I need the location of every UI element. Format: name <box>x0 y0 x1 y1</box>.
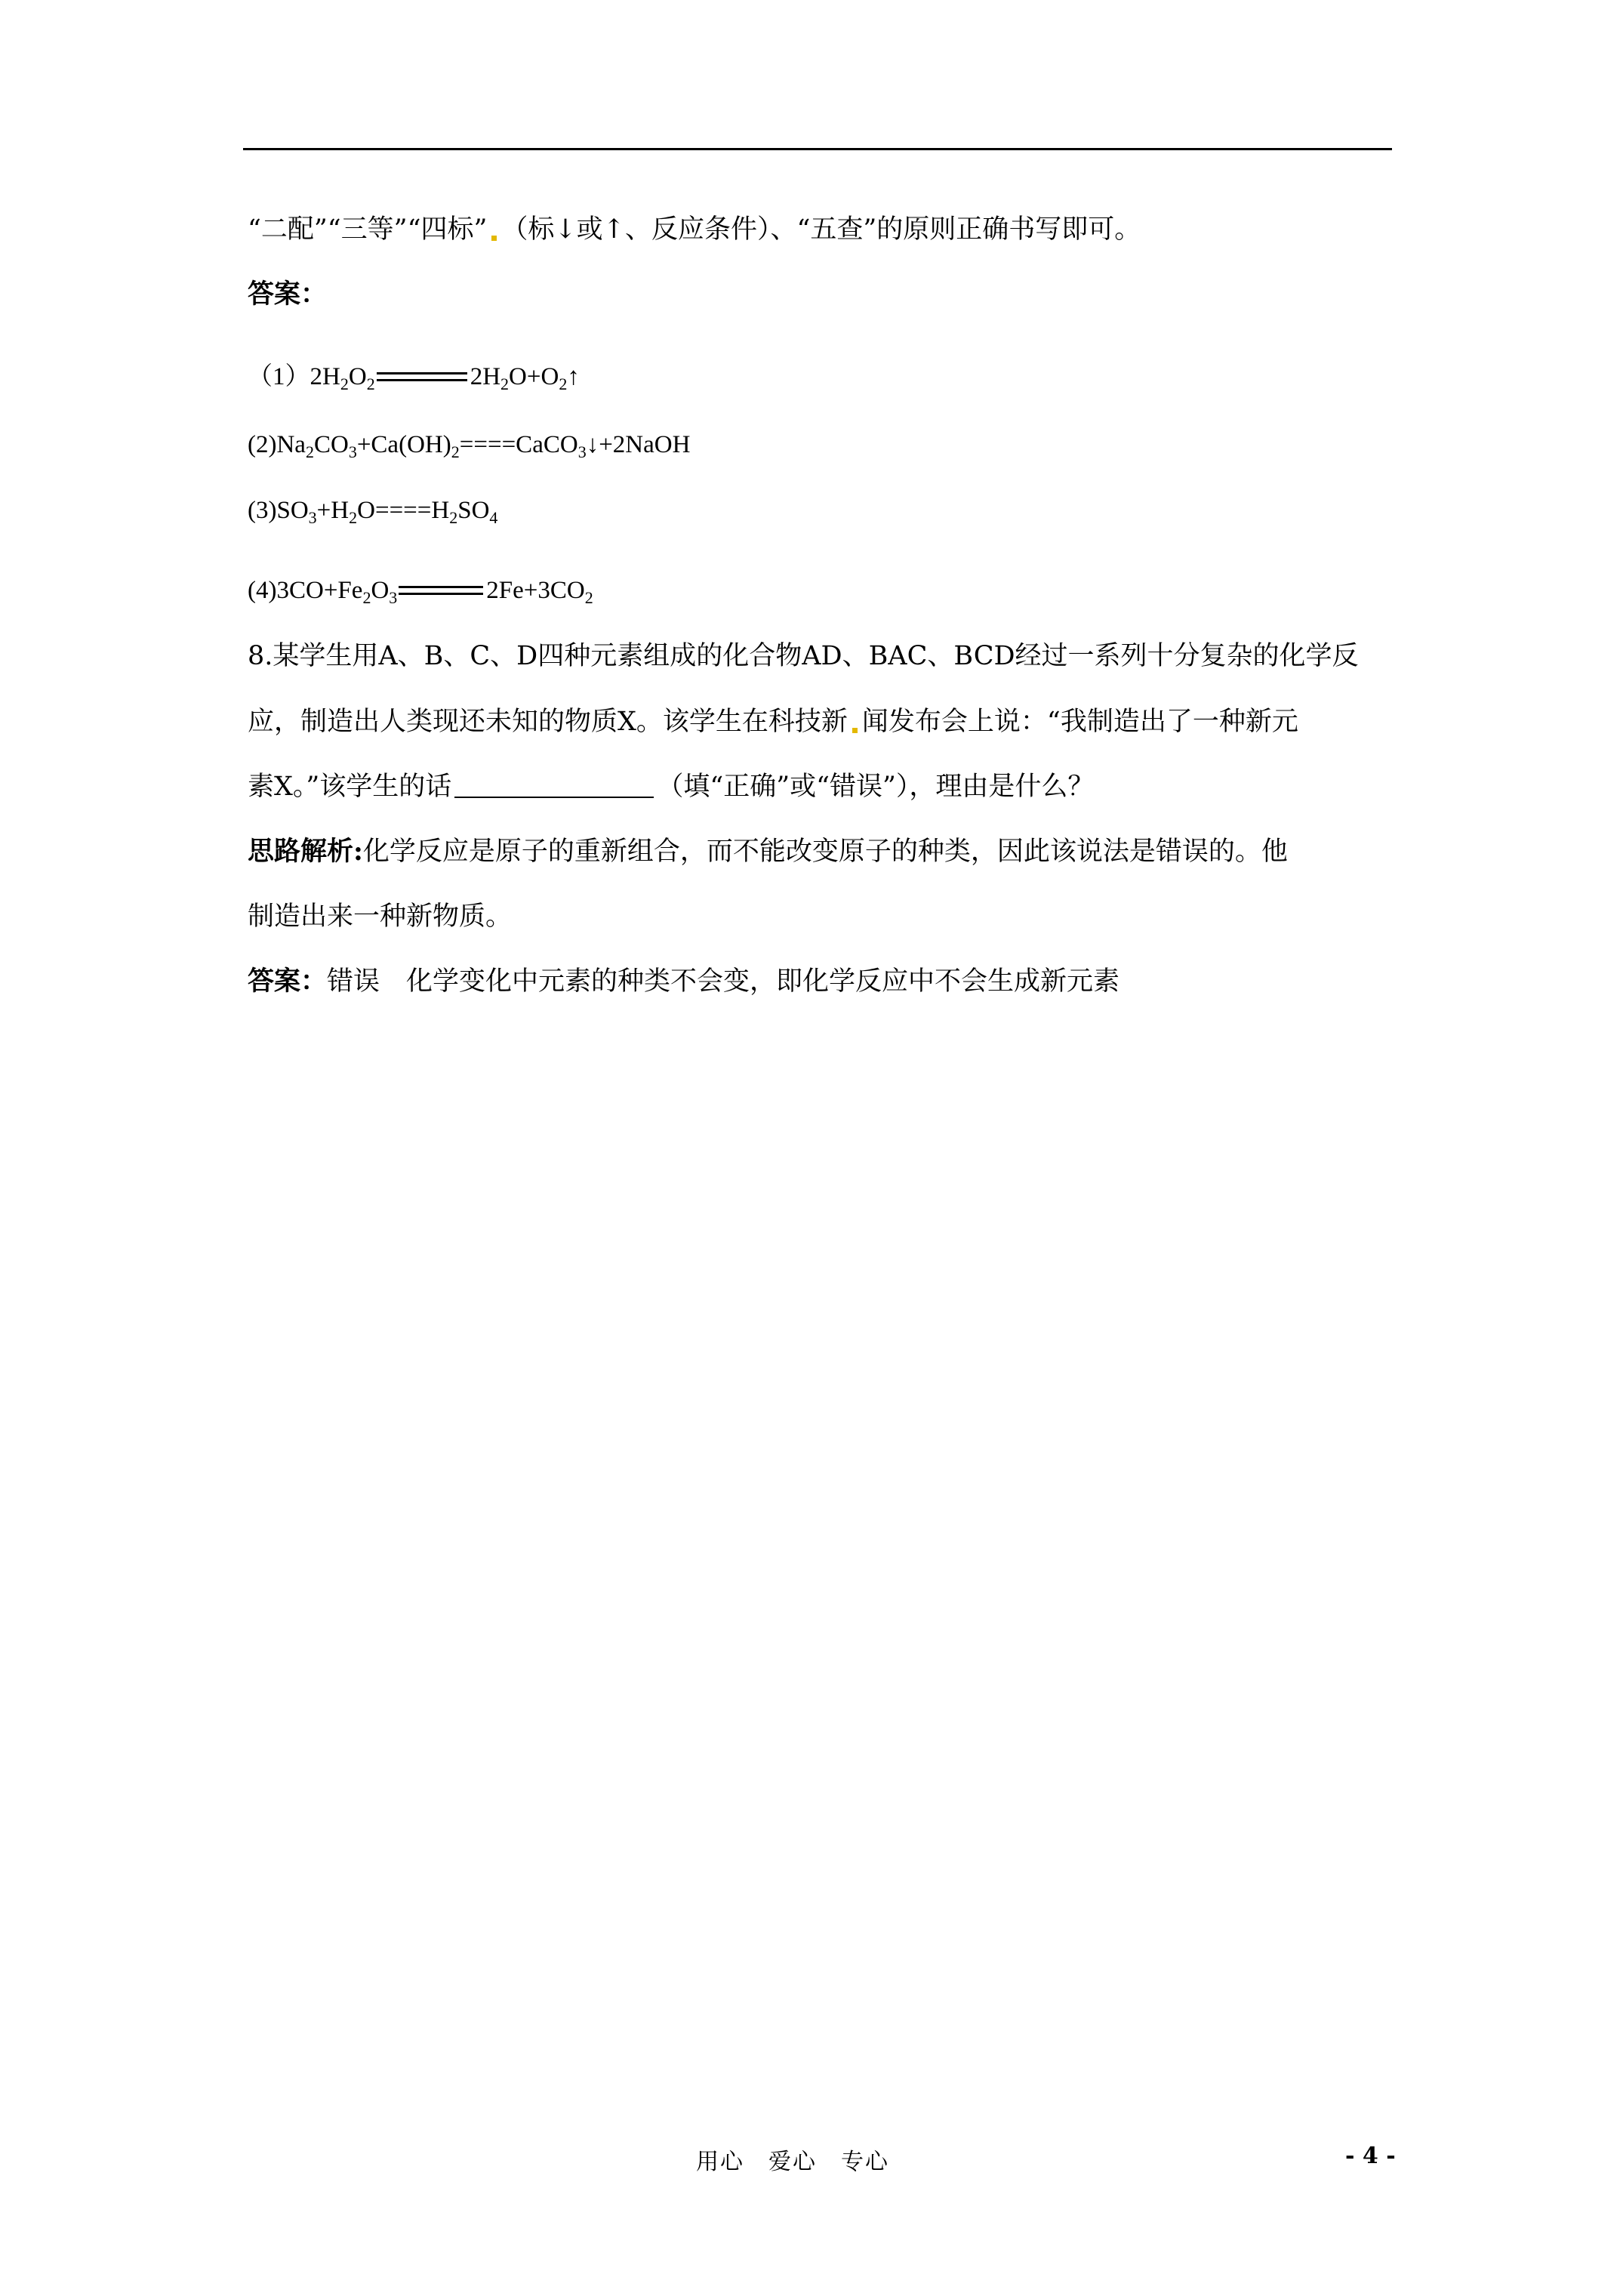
equation-1: $(1)2H_2O_2$ $2H_2O+O_2↑$ <box>248 363 580 393</box>
question-8-line-1: 8.某学生用A、B、C、D四种元素组成的化合物AD、BAC、BCD经过一系列十分复杂的化学反 <box>248 641 1359 671</box>
analysis-text-1: 化学反应是原子的重新组合，而不能改变原子的种类，因此该说法是错误的。他 <box>362 837 1288 867</box>
footer-motto: 用心 爱心 专心 <box>696 2149 889 2175</box>
equation-4: $(4)3CO+Fe_2O_3$ $2Fe+3CO_2$ <box>248 577 593 607</box>
header-rule <box>243 148 1392 150</box>
answer-label-1: 答案： <box>248 279 328 310</box>
reaction-equals-sign <box>399 586 483 595</box>
equation-3: $(3)SO_3+H_2O====H_2SO_4$ <box>248 497 498 527</box>
highlight-dot <box>852 728 858 733</box>
page-number: - 4 - <box>1345 2143 1396 2169</box>
question-8-line-3: 素X。”该学生的话 （填“正确”或“错误”），理由是什么？ <box>248 772 1095 802</box>
text-line-principles <box>248 211 1141 248</box>
principles-text-a: “二配”“三等”“四标” <box>248 214 488 245</box>
answer-text-2: 错误 化学变化中元素的种类不会变，即化学反应中不会生成新元素 <box>327 966 1120 997</box>
reaction-equals-sign <box>377 372 467 381</box>
question-8-line-2: 应，制造出人类现还未知的物质X。该学生在科技新 闻发布会上说：“我制造出了一种新元 <box>248 707 1298 737</box>
answer-label-2: 答案： <box>248 966 328 997</box>
analysis-label: 思路解析: <box>248 836 363 867</box>
fill-in-blank <box>454 774 654 798</box>
analysis-line-1 <box>248 834 1288 870</box>
answer-line-2 <box>248 963 1119 1000</box>
principles-text-b: （标↓或↑、反应条件）、“五查”的原则正确书写即可。 <box>501 214 1141 245</box>
analysis-line-2: 制造出来一种新物质。 <box>248 901 513 932</box>
equation-2: $(2)Na_2CO_3+Ca(OH)_2====CaCO_3↓+2NaOH$ <box>248 431 691 461</box>
highlight-dot <box>491 236 497 241</box>
